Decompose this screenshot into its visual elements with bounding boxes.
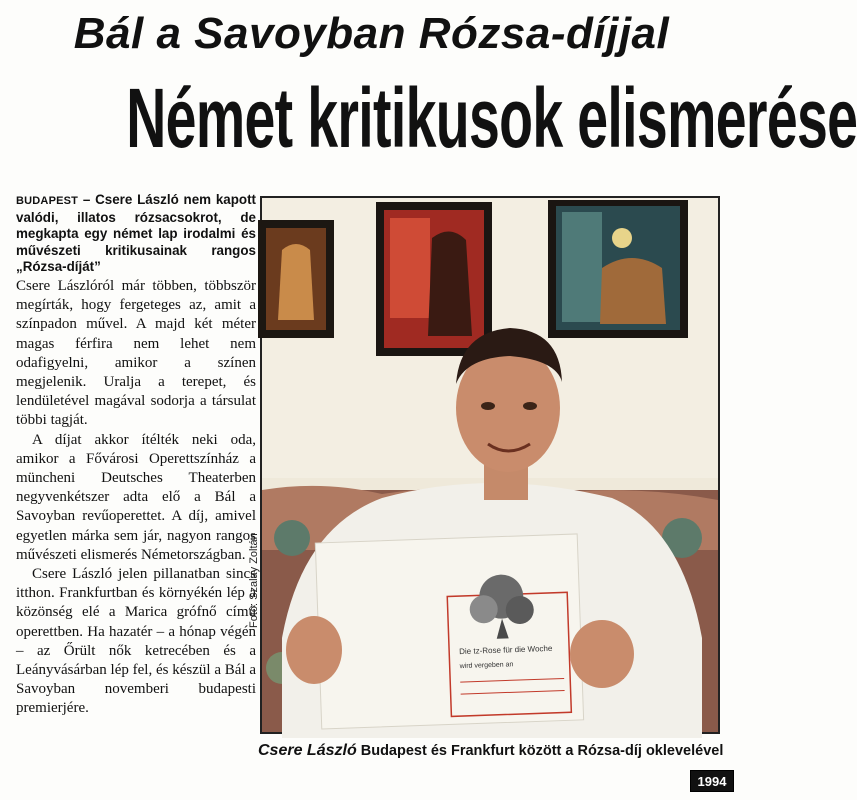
lead-paragraph [16,192,256,276]
kicker-title: Bál a Savoyban Rózsa-díjjal [73,9,670,58]
headline: Német kritikusok elismerése [126,71,857,165]
article-photo [260,196,720,734]
photo-credit: Fotó: Szalay Zoltán [248,533,260,628]
photo-illustration [262,198,718,732]
dateline: BUDAPEST [16,195,79,207]
caption-name: Csere László [258,742,357,759]
certificate-line: wird vergeben an [459,661,514,671]
certificate-title: Die tz-Rose für die Woche [459,643,553,657]
certificate [315,534,583,729]
lead-text: – Csere László nem kapott valódi, illatos rózsacsokrot, de megkapta egy német lap irodalmi és művészeti kritikusainak rangos „Rózsa-díját” [16,192,256,275]
caption-text: Budapest és Frankfurt között a Rózsa-díj oklevelével [356,743,724,759]
article-column [16,192,256,719]
year-badge: 1994 [690,770,734,792]
wall-poster-middle [376,202,492,356]
photo-caption [258,742,738,760]
body-paragraph-3: Csere László jelen pillanatban sincs itthon. Frankfurtban és környékén lép a közönség elé a Marica grófnő című operettben. Ha hazatér – a hónap végén – az Őrült nők ketrecében és a Leányvásárban lép fel, és készül a Bál a Savoyban novemberi budapesti premierjére. [16,566,256,717]
wall-poster-left [258,220,334,338]
body-paragraph-2: A díjat akkor ítélték neki oda, amikor a Fővárosi Operettszínház a müncheni Deutsches Theaterben negyvenkétszer adta elő a Bál a Savoyban revűoperettet. A díj, amivel egyetlen márka sem jár, nagyon rangos művészeti elismerés Németországban. [16,431,256,563]
body-paragraph-1: Csere Lászlóról már többen, többször megírták, hogy fergeteges az, amit a színpadon művel. A majd két méter magas férfira nem lehet nem odafigyelni, amikor a színen megjelenik. Uralja a terepet, és lendületével magával sodorja a társulat többi tagját. [16,277,256,429]
wall-poster-right [548,200,688,338]
